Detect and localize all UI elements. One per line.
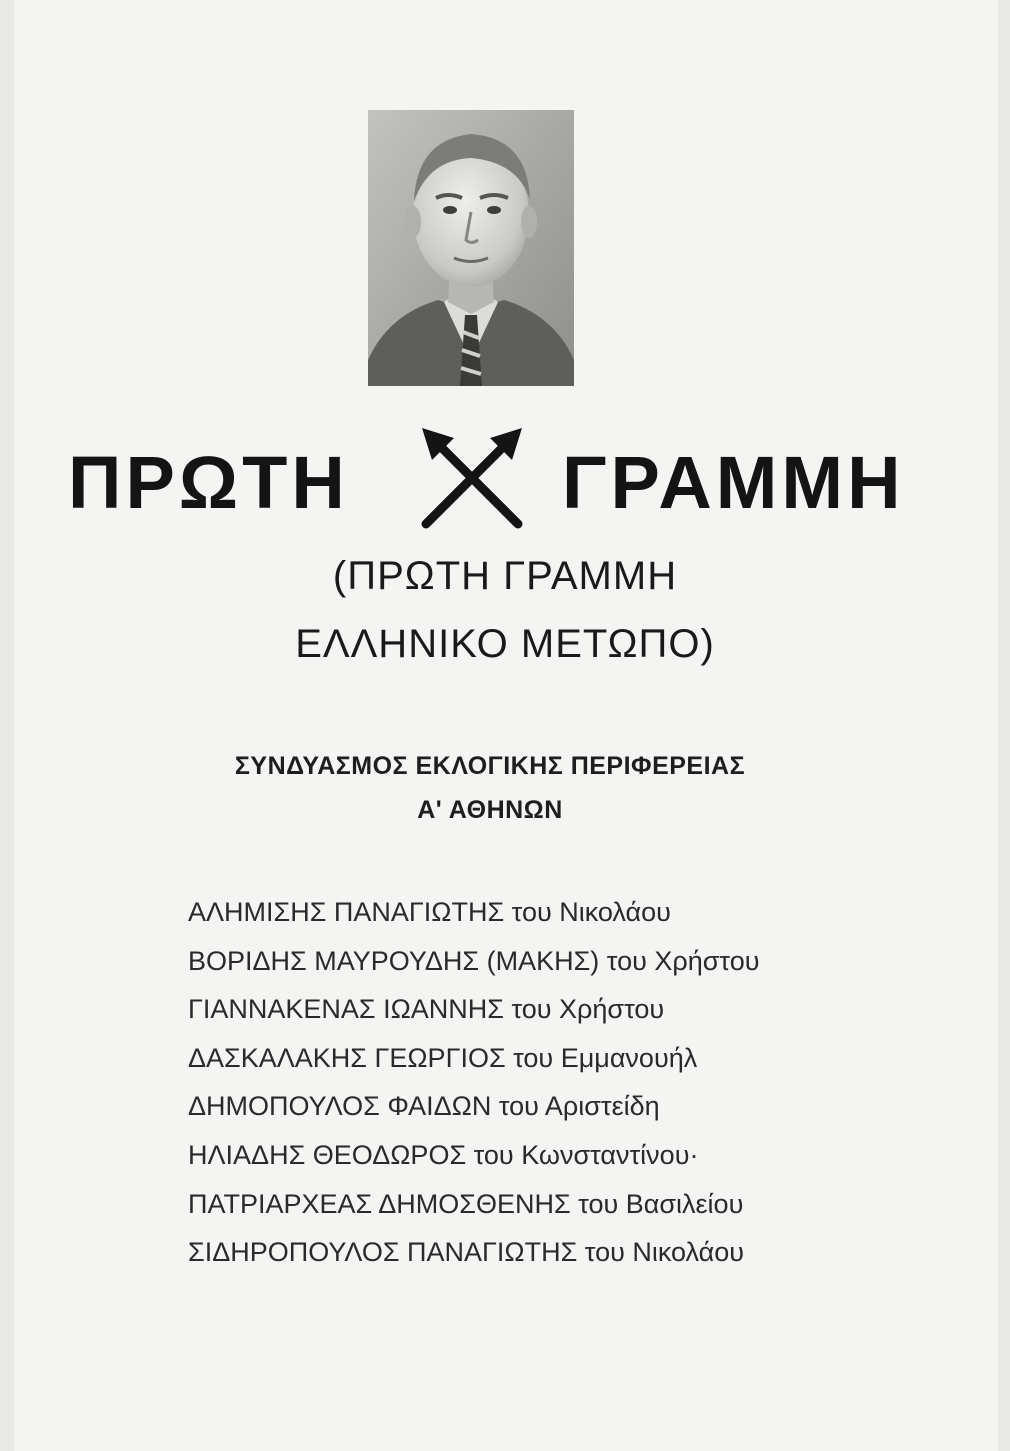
candidate-item: ΠΑΤΡΙΑΡΧΕΑΣ ΔΗΜΟΣΘΕΝΗΣ του Βασιλείου (188, 1188, 744, 1219)
candidate-item: ΑΛΗΜΙΣΗΣ ΠΑΝΑΓΙΩΤΗΣ του Νικολάου (188, 897, 671, 927)
portrait-photo (368, 110, 574, 386)
subtitle-line-2: ΕΛΛΗΝΙΚΟ ΜΕΤΩΠΟ) (295, 622, 715, 666)
candidate-item: ΓΙΑΝΝΑΚΕΝΑΣ ΙΩΑΝΝΗΣ του Χρήστου (188, 994, 665, 1025)
candidate-item: ΗΛΙΑΔΗΣ ΘΕΟΔΩΡΟΣ του Κωνσταντίνου· (188, 1139, 699, 1170)
district-heading-line-2: Α' ΑΘΗΝΩΝ (417, 796, 563, 824)
candidate-item: ΣΙΔΗΡΟΠΟΥΛΟΣ ΠΑΝΑΓΙΩΤΗΣ του Νικολάου (188, 1237, 745, 1268)
title-left-word: ΠΡΩΤΗ (68, 441, 349, 524)
party-title (0, 428, 1010, 538)
subtitle-line-1: (ΠΡΩΤΗ ΓΡΑΜΜΗ (332, 554, 678, 598)
candidate-item: ΔΗΜΟΠΟΥΛΟΣ ΦΑΙΔΩΝ του Αριστείδη (188, 1091, 660, 1122)
candidate-list (188, 888, 759, 1277)
title-right-word: ΓΡΑΜΜΗ (562, 441, 905, 524)
district-heading-line-1: ΣΥΝΔΥΑΣΜΟΣ ΕΚΛΟΓΙΚΗΣ ΠΕΡΙΦΕΡΕΙΑΣ (234, 752, 746, 780)
portrait-image (368, 110, 574, 386)
candidate-item: ΔΑΣΚΑΛΑΚΗΣ ΓΕΩΡΓΙΟΣ του Εμμανουήλ (188, 1042, 698, 1073)
crossed-arrows-icon (412, 428, 532, 538)
candidate-item: ΒΟΡΙΔΗΣ ΜΑΥΡΟΥΔΗΣ (ΜΑΚΗΣ) του Χρήστου (188, 945, 760, 976)
